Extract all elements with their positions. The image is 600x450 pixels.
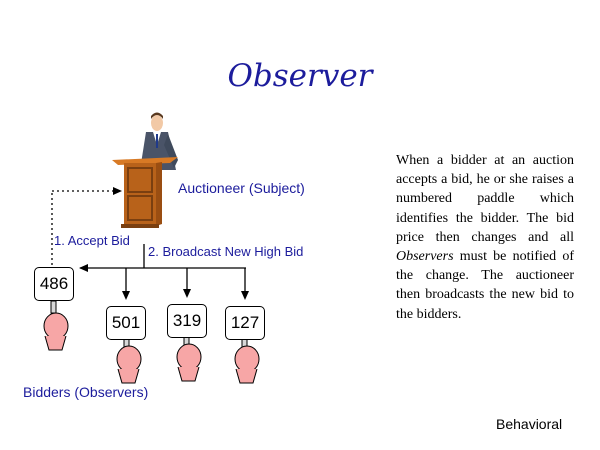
paddle-501: 501 <box>106 306 146 340</box>
paddle-127: 127 <box>225 306 265 340</box>
description-part2: must be notified of the change. The auctioneer then broadcasts the new bid to the bidders. <box>396 249 574 322</box>
broadcast-label: 2. Broadcast New High Bid <box>148 244 304 259</box>
paddle-486: 486 <box>34 267 74 301</box>
slide-title: Observer <box>227 58 373 94</box>
observers-emphasis: Observers <box>396 249 454 265</box>
auctioneer-label: Auctioneer (Subject) <box>178 180 305 196</box>
description-text <box>396 151 574 324</box>
accept-bid-arrow <box>52 187 122 265</box>
category-label: Behavioral <box>496 416 563 432</box>
accept-bid-label: 1. Accept Bid <box>54 233 130 248</box>
description-part1: When a bidder at an auction accepts a bid, he or she raises a numbered paddle which identifies the bidder. The bid price then changes and all <box>396 153 574 245</box>
bidders-label: Bidders (Observers) <box>23 384 149 400</box>
paddle-319: 319 <box>167 304 207 338</box>
